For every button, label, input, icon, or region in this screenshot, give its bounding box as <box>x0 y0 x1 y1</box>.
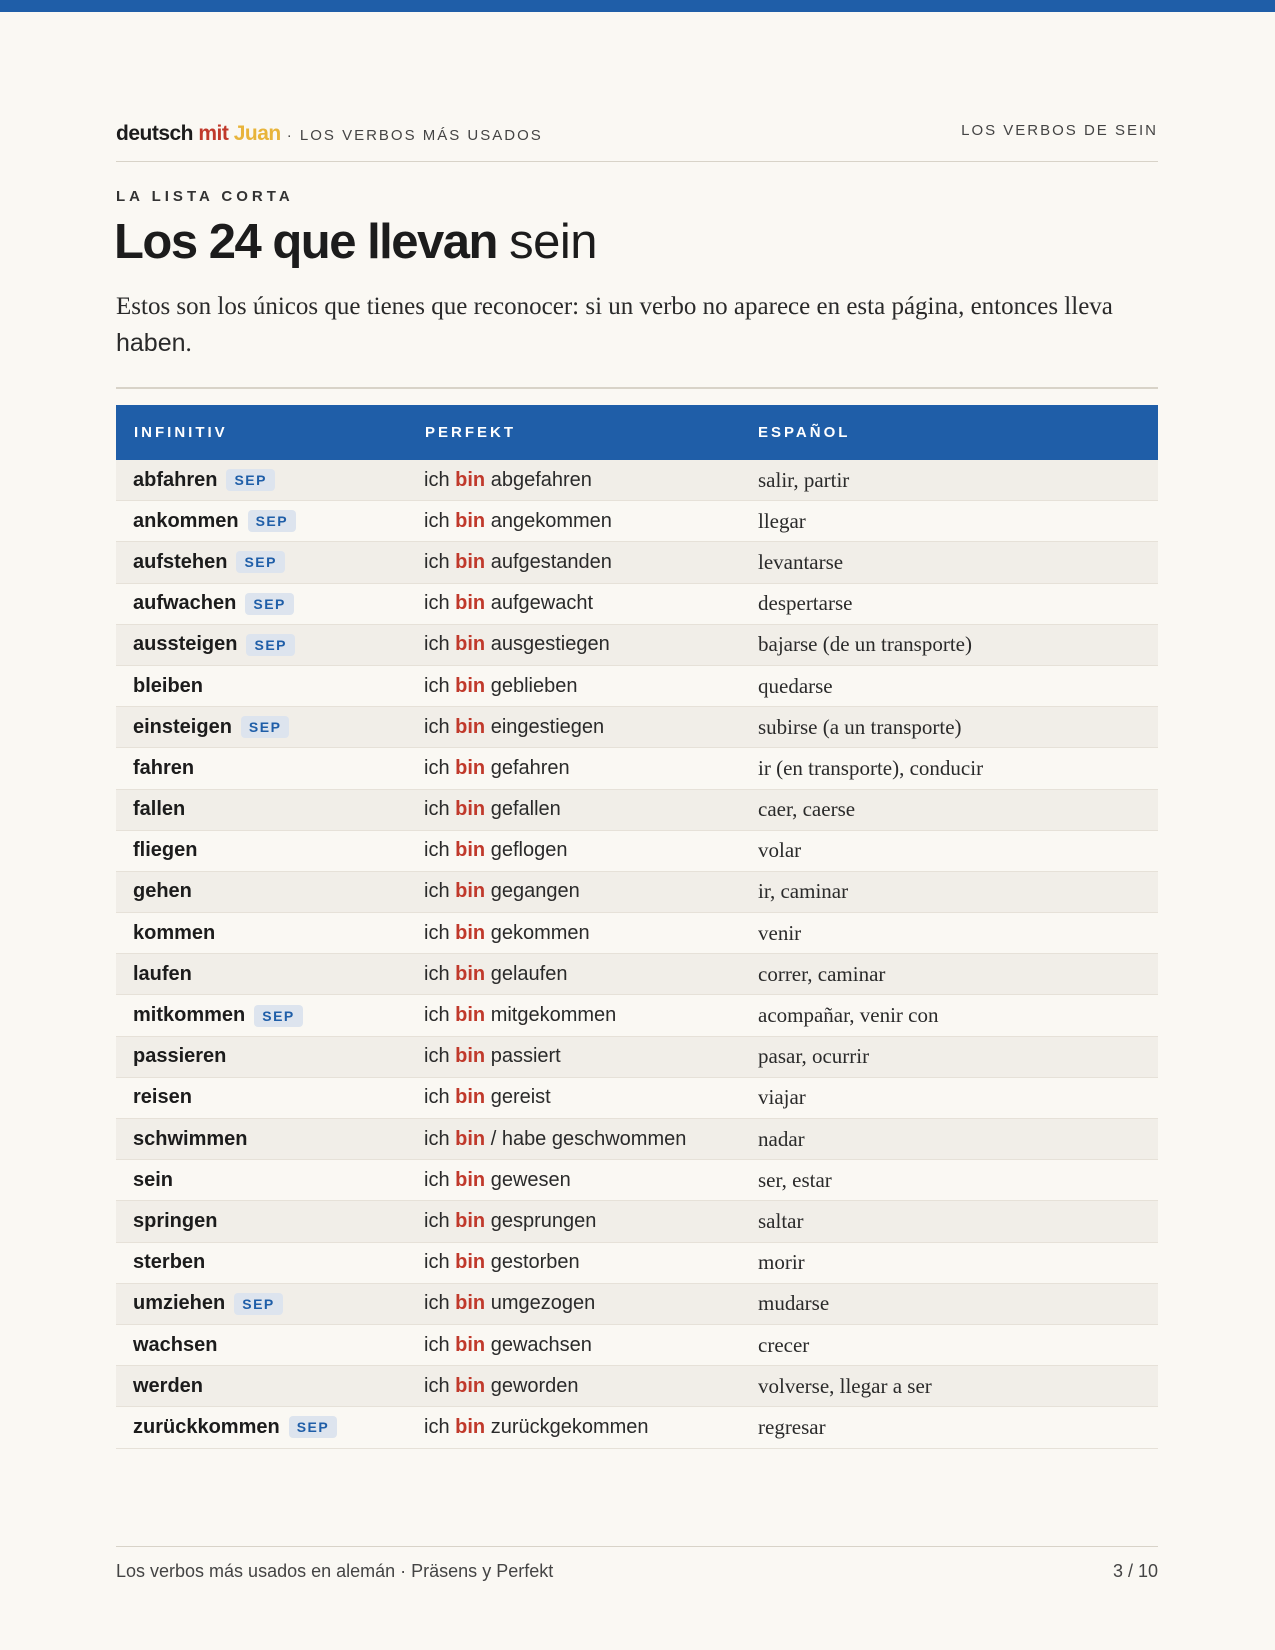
column-header-perfekt: PERFEKT <box>425 424 517 441</box>
infinitiv-cell <box>116 1086 409 1109</box>
logo <box>116 122 281 146</box>
auxiliary-verb: bin <box>455 1045 486 1068</box>
perfekt-cell <box>409 757 742 780</box>
page-header <box>116 122 1158 162</box>
logo-word-deutsch: deutsch <box>116 122 194 145</box>
pronoun: ich <box>424 921 450 944</box>
column-header-infinitiv: INFINITIV <box>134 424 228 441</box>
auxiliary-verb: bin <box>455 633 486 656</box>
infinitiv-text: fliegen <box>133 839 198 862</box>
table-row <box>116 1078 1158 1119</box>
perfekt-cell <box>409 922 742 945</box>
intro-end: . <box>185 330 192 357</box>
auxiliary-verb: bin <box>455 1086 486 1109</box>
espanol-cell: regresar <box>758 1414 826 1439</box>
perfekt-cell <box>409 510 742 533</box>
infinitiv-cell <box>116 880 409 903</box>
infinitiv-text: passieren <box>133 1045 227 1068</box>
infinitiv-cell <box>116 1004 409 1027</box>
espanol-cell: quedarse <box>758 673 833 698</box>
table-row <box>116 1366 1158 1407</box>
infinitiv-text: wachsen <box>133 1333 218 1356</box>
verb-table <box>116 405 1158 1449</box>
pronoun: ich <box>424 1045 450 1068</box>
table-header <box>116 405 1158 460</box>
participle: gesprungen <box>490 1209 597 1232</box>
espanol-cell: llegar <box>758 508 806 533</box>
infinitiv-text: sein <box>133 1168 174 1191</box>
auxiliary-verb: bin <box>455 1415 486 1438</box>
auxiliary-verb: bin <box>455 715 486 738</box>
participle: gefahren <box>490 756 570 779</box>
perfekt-cell <box>409 1210 742 1233</box>
infinitiv-text: zurückkommen <box>133 1415 280 1438</box>
espanol-cell: ser, estar <box>758 1167 832 1192</box>
pronoun: ich <box>424 1086 450 1109</box>
pronoun: ich <box>424 1209 450 1232</box>
table-row <box>116 995 1158 1036</box>
auxiliary-verb: bin <box>455 1292 486 1315</box>
infinitiv-text: springen <box>133 1209 218 1232</box>
perfekt-cell <box>409 839 742 862</box>
footer-title: Los verbos más usados en alemán · Präsens y Perfekt <box>116 1561 554 1581</box>
participle: gewesen <box>490 1168 571 1191</box>
table-row <box>116 1201 1158 1242</box>
pronoun: ich <box>424 468 450 491</box>
pronoun: ich <box>424 756 450 779</box>
perfekt-cell <box>409 469 742 492</box>
infinitiv-text: aufstehen <box>133 550 228 573</box>
pronoun: ich <box>424 1251 450 1274</box>
participle: umgezogen <box>490 1292 596 1315</box>
espanol-cell: volar <box>758 838 802 863</box>
table-row <box>116 1325 1158 1366</box>
auxiliary-verb: bin <box>455 1168 486 1191</box>
auxiliary-verb: bin <box>455 1127 486 1150</box>
participle: aufgewacht <box>490 592 593 615</box>
perfekt-cell <box>409 1334 742 1357</box>
participle: ausgestiegen <box>490 633 610 656</box>
perfekt-cell <box>409 1416 742 1439</box>
intro-text: Estos son los únicos que tienes que reconocer: si un verbo no aparece en esta página, entonces lleva <box>116 293 1113 320</box>
intro-paragraph <box>116 288 1158 362</box>
brand <box>116 122 543 146</box>
table-row <box>116 1160 1158 1201</box>
espanol-cell: nadar <box>758 1126 805 1151</box>
eyebrow-label: LA LISTA CORTA <box>116 188 294 205</box>
infinitiv-text: schwimmen <box>133 1127 248 1150</box>
pronoun: ich <box>424 798 450 821</box>
separable-badge: SEP <box>245 593 294 615</box>
separable-badge: SEP <box>236 551 285 573</box>
perfekt-cell <box>409 592 742 615</box>
infinitiv-cell <box>116 922 409 945</box>
infinitiv-text: kommen <box>133 921 216 944</box>
infinitiv-text: fahren <box>133 756 195 779</box>
infinitiv-text: fallen <box>133 798 186 821</box>
infinitiv-text: reisen <box>133 1086 192 1109</box>
perfekt-cell <box>409 798 742 821</box>
perfekt-cell <box>409 880 742 903</box>
espanol-cell: correr, caminar <box>758 961 886 986</box>
participle: eingestiegen <box>490 715 605 738</box>
infinitiv-cell <box>116 592 409 615</box>
espanol-cell: viajar <box>758 1085 806 1110</box>
infinitiv-text: aufwachen <box>133 592 237 615</box>
pronoun: ich <box>424 1292 450 1315</box>
auxiliary-verb: bin <box>455 1209 486 1232</box>
header-section-label: · LOS VERBOS MÁS USADOS <box>286 127 543 144</box>
perfekt-cell <box>409 633 742 656</box>
auxiliary-verb: bin <box>455 1004 486 1027</box>
participle: geflogen <box>490 839 568 862</box>
logo-word-mit: mit <box>198 122 229 145</box>
espanol-cell: despertarse <box>758 591 853 616</box>
infinitiv-cell <box>116 757 409 780</box>
infinitiv-cell <box>116 1375 409 1398</box>
infinitiv-text: bleiben <box>133 674 204 697</box>
espanol-cell: caer, caerse <box>758 797 856 822</box>
infinitiv-cell <box>116 1128 409 1151</box>
infinitiv-cell <box>116 1169 409 1192</box>
separable-badge: SEP <box>248 510 297 532</box>
espanol-cell: pasar, ocurrir <box>758 1044 870 1069</box>
perfekt-cell <box>409 716 742 739</box>
separable-badge: SEP <box>234 1293 283 1315</box>
infinitiv-text: umziehen <box>133 1292 226 1315</box>
participle: angekommen <box>490 509 612 532</box>
espanol-cell: acompañar, venir con <box>758 1003 939 1028</box>
participle: geblieben <box>490 674 578 697</box>
table-body <box>116 460 1158 1449</box>
pronoun: ich <box>424 880 450 903</box>
table-row <box>116 625 1158 666</box>
participle: aufgestanden <box>490 550 612 573</box>
pronoun: ich <box>424 633 450 656</box>
infinitiv-text: ankommen <box>133 509 239 532</box>
intro-emphasis: haben <box>116 329 186 357</box>
participle: gefallen <box>490 798 561 821</box>
auxiliary-verb: bin <box>455 674 486 697</box>
separable-badge: SEP <box>289 1416 338 1438</box>
espanol-cell: crecer <box>758 1332 810 1357</box>
espanol-cell: ir, caminar <box>758 879 849 904</box>
participle: passiert <box>490 1045 561 1068</box>
auxiliary-verb: bin <box>455 921 486 944</box>
infinitiv-text: werden <box>133 1374 204 1397</box>
infinitiv-cell <box>116 1292 409 1315</box>
table-row <box>116 872 1158 913</box>
espanol-cell: bajarse (de un transporte) <box>758 632 972 657</box>
espanol-cell: venir <box>758 920 802 945</box>
infinitiv-cell <box>116 1210 409 1233</box>
infinitiv-cell <box>116 675 409 698</box>
auxiliary-verb: bin <box>455 1333 486 1356</box>
pronoun: ich <box>424 962 450 985</box>
perfekt-cell <box>409 1292 742 1315</box>
infinitiv-cell <box>116 798 409 821</box>
pronoun: ich <box>424 550 450 573</box>
table-row <box>116 666 1158 707</box>
infinitiv-cell <box>116 633 409 656</box>
espanol-cell: mudarse <box>758 1291 830 1316</box>
table-row <box>116 790 1158 831</box>
table-row <box>116 707 1158 748</box>
auxiliary-verb: bin <box>455 798 486 821</box>
perfekt-cell <box>409 1086 742 1109</box>
participle: mitgekommen <box>490 1004 617 1027</box>
table-row <box>116 1284 1158 1325</box>
auxiliary-verb: bin <box>455 839 486 862</box>
infinitiv-cell <box>116 551 409 574</box>
participle: zurückgekommen <box>490 1415 649 1438</box>
participle: / habe geschwommen <box>490 1127 687 1150</box>
infinitiv-cell <box>116 1416 409 1439</box>
espanol-cell: salir, partir <box>758 467 850 492</box>
auxiliary-verb: bin <box>455 509 486 532</box>
logo-word-juan: Juan <box>233 122 281 145</box>
pronoun: ich <box>424 592 450 615</box>
separable-badge: SEP <box>254 1005 303 1027</box>
participle: gelaufen <box>490 962 568 985</box>
table-row <box>116 913 1158 954</box>
separable-badge: SEP <box>241 716 290 738</box>
infinitiv-text: laufen <box>133 962 192 985</box>
espanol-cell: subirse (a un transporte) <box>758 714 962 739</box>
table-row <box>116 501 1158 542</box>
table-row <box>116 542 1158 583</box>
auxiliary-verb: bin <box>455 1251 486 1274</box>
espanol-cell: volverse, llegar a ser <box>758 1373 932 1398</box>
auxiliary-verb: bin <box>455 550 486 573</box>
infinitiv-cell <box>116 469 409 492</box>
table-row <box>116 1243 1158 1284</box>
infinitiv-cell <box>116 1251 409 1274</box>
infinitiv-text: sterben <box>133 1251 206 1274</box>
separable-badge: SEP <box>246 634 295 656</box>
header-chapter-label: LOS VERBOS DE SEIN <box>961 122 1158 139</box>
page-footer <box>116 1546 1158 1582</box>
perfekt-cell <box>409 1169 742 1192</box>
infinitiv-text: aussteigen <box>133 633 238 656</box>
pronoun: ich <box>424 1168 450 1191</box>
perfekt-cell <box>409 1045 742 1068</box>
participle: geworden <box>490 1374 579 1397</box>
pronoun: ich <box>424 715 450 738</box>
perfekt-cell <box>409 1004 742 1027</box>
table-row <box>116 1407 1158 1448</box>
infinitiv-cell <box>116 510 409 533</box>
espanol-cell: morir <box>758 1250 805 1275</box>
table-row <box>116 584 1158 625</box>
pronoun: ich <box>424 1374 450 1397</box>
page-title <box>114 214 597 270</box>
participle: gegangen <box>490 880 580 903</box>
infinitiv-cell <box>116 839 409 862</box>
pronoun: ich <box>424 1415 450 1438</box>
table-row <box>116 748 1158 789</box>
divider <box>116 387 1158 389</box>
table-row <box>116 1119 1158 1160</box>
auxiliary-verb: bin <box>455 756 486 779</box>
perfekt-cell <box>409 551 742 574</box>
espanol-cell: ir (en transporte), conducir <box>758 755 984 780</box>
auxiliary-verb: bin <box>455 468 486 491</box>
infinitiv-cell <box>116 963 409 986</box>
perfekt-cell <box>409 963 742 986</box>
auxiliary-verb: bin <box>455 962 486 985</box>
infinitiv-text: abfahren <box>133 468 218 491</box>
espanol-cell: saltar <box>758 1208 804 1233</box>
auxiliary-verb: bin <box>455 880 486 903</box>
pronoun: ich <box>424 674 450 697</box>
participle: abgefahren <box>490 468 592 491</box>
auxiliary-verb: bin <box>455 1374 486 1397</box>
perfekt-cell <box>409 1251 742 1274</box>
auxiliary-verb: bin <box>455 592 486 615</box>
participle: gewachsen <box>490 1333 592 1356</box>
infinitiv-cell <box>116 1334 409 1357</box>
perfekt-cell <box>409 675 742 698</box>
infinitiv-text: einsteigen <box>133 715 232 738</box>
infinitiv-text: gehen <box>133 880 192 903</box>
pronoun: ich <box>424 509 450 532</box>
title-light: sein <box>509 215 598 269</box>
infinitiv-text: mitkommen <box>133 1004 246 1027</box>
pronoun: ich <box>424 1004 450 1027</box>
pronoun: ich <box>424 1333 450 1356</box>
participle: gestorben <box>490 1251 580 1274</box>
participle: gekommen <box>490 921 590 944</box>
table-row <box>116 831 1158 872</box>
table-row <box>116 1037 1158 1078</box>
espanol-cell: levantarse <box>758 549 844 574</box>
participle: gereist <box>490 1086 551 1109</box>
table-row <box>116 954 1158 995</box>
infinitiv-cell <box>116 1045 409 1068</box>
infinitiv-cell <box>116 716 409 739</box>
top-accent-bar <box>0 0 1275 12</box>
perfekt-cell <box>409 1128 742 1151</box>
pronoun: ich <box>424 839 450 862</box>
title-bold: Los 24 que llevan <box>114 215 497 269</box>
page-number: 3 / 10 <box>1112 1561 1158 1581</box>
pronoun: ich <box>424 1127 450 1150</box>
separable-badge: SEP <box>226 469 275 491</box>
perfekt-cell <box>409 1375 742 1398</box>
column-header-espanol: ESPAÑOL <box>758 424 851 441</box>
table-row <box>116 460 1158 501</box>
